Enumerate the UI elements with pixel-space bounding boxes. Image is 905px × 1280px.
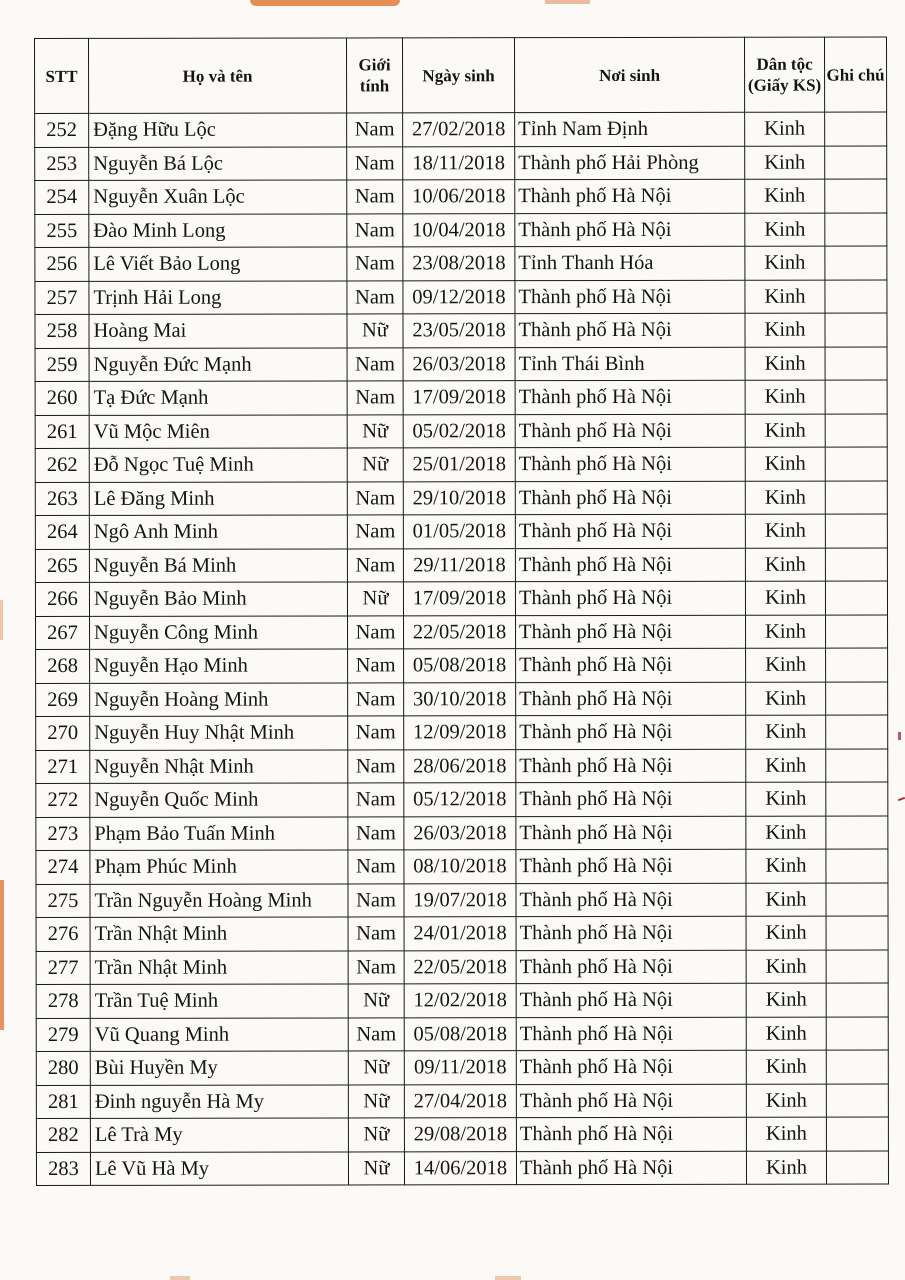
cell-dob: 30/10/2018 xyxy=(404,682,516,716)
cell-note xyxy=(826,950,888,984)
table-row xyxy=(36,916,888,951)
cell-stt: 269 xyxy=(36,683,90,717)
cell-stt: 283 xyxy=(36,1152,90,1186)
cell-stt: 260 xyxy=(35,381,89,415)
cell-name: Trần Tuệ Minh xyxy=(90,984,348,1018)
cell-stt: 258 xyxy=(35,314,89,348)
table-row xyxy=(36,749,888,784)
cell-name: Nguyễn Đức Mạnh xyxy=(89,347,347,381)
cell-ethnicity: Kinh xyxy=(746,1117,826,1151)
cell-name: Trần Nhật Minh xyxy=(90,950,348,984)
cell-ethnicity: Kinh xyxy=(746,782,826,816)
cell-sex: Nam xyxy=(347,247,403,281)
cell-pob: Thành phố Hà Nội xyxy=(516,983,746,1017)
cell-stt: 257 xyxy=(35,281,89,315)
cell-ethnicity: Kinh xyxy=(746,648,826,682)
cell-name: Đào Minh Long xyxy=(89,213,347,247)
table-row xyxy=(36,715,888,750)
cell-sex: Nữ xyxy=(347,414,403,448)
cell-pob: Thành phố Hà Nội xyxy=(515,380,745,414)
cell-ethnicity: Kinh xyxy=(745,447,825,481)
cell-ethnicity: Kinh xyxy=(746,1151,826,1185)
cell-dob: 26/03/2018 xyxy=(403,347,515,381)
table-row xyxy=(35,112,887,147)
cell-name: Ngô Anh Minh xyxy=(89,515,347,549)
cell-sex: Nam xyxy=(347,146,403,180)
cell-sex: Nam xyxy=(348,649,404,683)
cell-pob: Thành phố Hà Nội xyxy=(516,1151,746,1185)
cell-note xyxy=(826,883,888,917)
cell-sex: Nữ xyxy=(348,1118,404,1152)
cell-note xyxy=(825,380,887,414)
cell-name: Nguyễn Huy Nhật Minh xyxy=(90,716,348,750)
cell-dob: 05/02/2018 xyxy=(403,414,515,448)
cell-sex: Nữ xyxy=(348,1084,404,1118)
cell-pob: Thành phố Hà Nội xyxy=(515,581,745,615)
cell-ethnicity: Kinh xyxy=(746,1017,826,1051)
cell-note xyxy=(826,1151,888,1185)
cell-sex: Nam xyxy=(347,515,403,549)
cell-stt: 281 xyxy=(36,1085,90,1119)
scan-edge-mark-right-small xyxy=(898,732,901,740)
cell-note xyxy=(826,682,888,716)
cell-pob: Thành phố Hà Nội xyxy=(516,950,746,984)
cell-pob: Thành phố Hà Nội xyxy=(515,548,745,582)
table-row xyxy=(35,548,887,583)
header-name: Họ và tên xyxy=(89,38,347,113)
cell-stt: 261 xyxy=(35,415,89,449)
cell-note xyxy=(825,313,887,347)
cell-name: Trần Nhật Minh xyxy=(90,917,348,951)
scan-edge-mark-bottom-right xyxy=(495,1276,521,1280)
cell-pob: Tỉnh Nam Định xyxy=(515,112,745,146)
cell-sex: Nữ xyxy=(348,1051,404,1085)
cell-pob: Thành phố Hà Nội xyxy=(515,213,745,247)
cell-dob: 09/12/2018 xyxy=(403,280,515,314)
table-row xyxy=(36,1017,888,1052)
cell-stt: 276 xyxy=(36,917,90,951)
cell-ethnicity: Kinh xyxy=(745,146,825,180)
cell-sex: Nam xyxy=(348,950,404,984)
cell-dob: 26/03/2018 xyxy=(404,816,516,850)
cell-name: Nguyễn Hạo Minh xyxy=(90,649,348,683)
cell-pob: Thành phố Hà Nội xyxy=(516,615,746,649)
cell-name: Đinh nguyễn Hà My xyxy=(90,1084,348,1118)
table-row xyxy=(35,246,887,281)
table-row xyxy=(36,615,888,650)
cell-dob: 17/09/2018 xyxy=(403,381,515,415)
cell-dob: 29/10/2018 xyxy=(403,481,515,515)
cell-dob: 22/05/2018 xyxy=(404,615,516,649)
cell-sex: Nam xyxy=(348,682,404,716)
cell-ethnicity: Kinh xyxy=(746,749,826,783)
cell-ethnicity: Kinh xyxy=(746,849,826,883)
cell-name: Lê Vũ Hà My xyxy=(90,1151,348,1185)
cell-ethnicity: Kinh xyxy=(746,615,826,649)
cell-pob: Thành phố Hà Nội xyxy=(516,1084,746,1118)
cell-ethnicity: Kinh xyxy=(746,715,826,749)
header-dob: Ngày sinh xyxy=(403,38,515,113)
cell-sex: Nam xyxy=(348,615,404,649)
table-row xyxy=(36,1050,888,1085)
cell-pob: Tỉnh Thanh Hóa xyxy=(515,246,745,280)
cell-note xyxy=(825,514,887,548)
cell-sex: Nam xyxy=(347,180,403,214)
cell-note xyxy=(826,715,888,749)
cell-dob: 12/09/2018 xyxy=(404,716,516,750)
cell-name: Nguyễn Bá Minh xyxy=(89,548,347,582)
cell-pob: Thành phố Hà Nội xyxy=(516,749,746,783)
cell-sex: Nam xyxy=(347,548,403,582)
cell-stt: 273 xyxy=(36,817,90,851)
cell-name: Trần Nguyễn Hoàng Minh xyxy=(90,883,348,917)
cell-stt: 280 xyxy=(36,1051,90,1085)
cell-name: Nguyễn Bảo Minh xyxy=(89,582,347,616)
cell-note xyxy=(826,1017,888,1051)
cell-ethnicity: Kinh xyxy=(745,213,825,247)
cell-note xyxy=(826,1084,888,1118)
table-row xyxy=(35,514,887,549)
table-row xyxy=(35,179,887,214)
cell-sex: Nam xyxy=(348,749,404,783)
cell-note xyxy=(825,246,887,280)
cell-pob: Thành phố Hà Nội xyxy=(515,447,745,481)
cell-note xyxy=(826,1050,888,1084)
cell-name: Nguyễn Nhật Minh xyxy=(90,749,348,783)
cell-pob: Thành phố Hà Nội xyxy=(516,715,746,749)
table-row xyxy=(35,581,887,616)
table-row xyxy=(36,648,888,683)
cell-sex: Nam xyxy=(348,883,404,917)
table-row xyxy=(35,280,887,315)
cell-stt: 266 xyxy=(35,582,89,616)
cell-ethnicity: Kinh xyxy=(745,280,825,314)
cell-dob: 14/06/2018 xyxy=(404,1151,516,1185)
cell-dob: 05/08/2018 xyxy=(404,649,516,683)
header-note: Ghi chú xyxy=(824,37,886,112)
cell-note xyxy=(825,146,887,180)
cell-pob: Thành phố Hà Nội xyxy=(516,916,746,950)
cell-stt: 278 xyxy=(36,984,90,1018)
cell-ethnicity: Kinh xyxy=(745,581,825,615)
table-row xyxy=(35,380,887,415)
cell-sex: Nam xyxy=(348,783,404,817)
cell-dob: 08/10/2018 xyxy=(404,850,516,884)
cell-stt: 270 xyxy=(36,716,90,750)
cell-pob: Thành phố Hà Nội xyxy=(515,313,745,347)
cell-pob: Thành phố Hà Nội xyxy=(516,883,746,917)
cell-note xyxy=(825,213,887,247)
scan-edge-mark-top-small xyxy=(545,0,590,4)
cell-stt: 282 xyxy=(36,1118,90,1152)
table-row xyxy=(36,682,888,717)
cell-stt: 271 xyxy=(36,750,90,784)
cell-name: Hoàng Mai xyxy=(89,314,347,348)
cell-sex: Nam xyxy=(348,917,404,951)
cell-sex: Nam xyxy=(347,213,403,247)
cell-stt: 262 xyxy=(35,448,89,482)
scan-edge-mark-top xyxy=(250,0,400,6)
cell-stt: 253 xyxy=(35,147,89,181)
header-ethnicity: Dân tộc (Giấy KS) xyxy=(744,37,824,112)
table-row xyxy=(36,816,888,851)
cell-pob: Thành phố Hà Nội xyxy=(516,1117,746,1151)
table-row xyxy=(36,849,888,884)
cell-dob: 27/04/2018 xyxy=(404,1084,516,1118)
cell-pob: Thành phố Hà Nội xyxy=(516,682,746,716)
cell-ethnicity: Kinh xyxy=(746,883,826,917)
cell-ethnicity: Kinh xyxy=(745,481,825,515)
table-body xyxy=(35,112,889,1185)
table-row xyxy=(35,481,887,516)
cell-ethnicity: Kinh xyxy=(745,246,825,280)
cell-dob: 05/12/2018 xyxy=(404,783,516,817)
cell-note xyxy=(826,1117,888,1151)
cell-ethnicity: Kinh xyxy=(745,112,825,146)
cell-ethnicity: Kinh xyxy=(746,816,826,850)
cell-pob: Thành phố Hà Nội xyxy=(515,514,745,548)
table-row xyxy=(35,146,887,181)
scan-edge-mark-left-small xyxy=(0,600,3,640)
cell-ethnicity: Kinh xyxy=(746,1084,826,1118)
cell-name: Lê Đăng Minh xyxy=(89,481,347,515)
cell-note xyxy=(825,179,887,213)
cell-sex: Nam xyxy=(348,716,404,750)
scan-edge-mark-right xyxy=(898,797,905,801)
cell-dob: 10/06/2018 xyxy=(403,180,515,214)
cell-note xyxy=(825,347,887,381)
cell-sex: Nam xyxy=(347,113,403,147)
cell-sex: Nam xyxy=(347,347,403,381)
cell-note xyxy=(826,816,888,850)
cell-note xyxy=(825,280,887,314)
table-row xyxy=(36,950,888,985)
cell-dob: 17/09/2018 xyxy=(403,582,515,616)
cell-dob: 12/02/2018 xyxy=(404,984,516,1018)
cell-name: Lê Trà My xyxy=(90,1118,348,1152)
cell-dob: 19/07/2018 xyxy=(404,883,516,917)
cell-sex: Nữ xyxy=(347,448,403,482)
cell-note xyxy=(826,749,888,783)
cell-ethnicity: Kinh xyxy=(745,548,825,582)
cell-pob: Thành phố Hải Phòng xyxy=(515,146,745,180)
cell-stt: 274 xyxy=(36,850,90,884)
cell-sex: Nữ xyxy=(348,1151,404,1185)
cell-ethnicity: Kinh xyxy=(745,514,825,548)
cell-sex: Nam xyxy=(348,850,404,884)
cell-dob: 23/05/2018 xyxy=(403,314,515,348)
cell-sex: Nữ xyxy=(348,984,404,1018)
cell-name: Đặng Hữu Lộc xyxy=(89,113,347,147)
cell-ethnicity: Kinh xyxy=(746,682,826,716)
table-row xyxy=(36,1117,888,1152)
cell-sex: Nữ xyxy=(347,582,403,616)
cell-pob: Tỉnh Thái Bình xyxy=(515,347,745,381)
cell-name: Phạm Bảo Tuấn Minh xyxy=(90,816,348,850)
cell-ethnicity: Kinh xyxy=(746,916,826,950)
header-stt: STT xyxy=(35,38,89,113)
cell-ethnicity: Kinh xyxy=(746,1050,826,1084)
cell-sex: Nam xyxy=(348,816,404,850)
header-pob: Nơi sinh xyxy=(515,37,745,112)
cell-pob: Thành phố Hà Nội xyxy=(515,481,745,515)
cell-ethnicity: Kinh xyxy=(745,313,825,347)
cell-name: Nguyễn Hoàng Minh xyxy=(90,682,348,716)
cell-note xyxy=(825,112,887,146)
cell-name: Nguyễn Công Minh xyxy=(90,615,348,649)
table-header-row xyxy=(35,37,887,113)
cell-pob: Thành phố Hà Nội xyxy=(516,782,746,816)
cell-pob: Thành phố Hà Nội xyxy=(516,1017,746,1051)
cell-dob: 28/06/2018 xyxy=(404,749,516,783)
table-row xyxy=(36,1084,888,1119)
cell-ethnicity: Kinh xyxy=(745,179,825,213)
cell-sex: Nam xyxy=(348,1017,404,1051)
header-sex: Giới tính xyxy=(347,38,403,113)
cell-dob: 27/02/2018 xyxy=(403,113,515,147)
cell-stt: 279 xyxy=(36,1018,90,1052)
cell-note xyxy=(825,481,887,515)
cell-name: Vũ Mộc Miên xyxy=(89,414,347,448)
cell-pob: Thành phố Hà Nội xyxy=(516,849,746,883)
cell-sex: Nữ xyxy=(347,314,403,348)
cell-note xyxy=(825,581,887,615)
cell-stt: 255 xyxy=(35,214,89,248)
cell-dob: 10/04/2018 xyxy=(403,213,515,247)
cell-name: Tạ Đức Mạnh xyxy=(89,381,347,415)
cell-note xyxy=(825,414,887,448)
scan-edge-mark-left xyxy=(0,880,4,1030)
cell-sex: Nam xyxy=(347,381,403,415)
cell-stt: 277 xyxy=(36,951,90,985)
cell-pob: Thành phố Hà Nội xyxy=(516,648,746,682)
cell-ethnicity: Kinh xyxy=(746,950,826,984)
cell-sex: Nam xyxy=(347,481,403,515)
cell-stt: 264 xyxy=(35,515,89,549)
cell-stt: 268 xyxy=(36,649,90,683)
cell-stt: 254 xyxy=(35,180,89,214)
cell-name: Lê Viết Bảo Long xyxy=(89,247,347,281)
cell-pob: Thành phố Hà Nội xyxy=(516,816,746,850)
cell-stt: 265 xyxy=(35,549,89,583)
cell-name: Bùi Huyền My xyxy=(90,1051,348,1085)
cell-pob: Thành phố Hà Nội xyxy=(515,179,745,213)
cell-dob: 23/08/2018 xyxy=(403,247,515,281)
cell-note xyxy=(825,447,887,481)
table-row xyxy=(35,414,887,449)
cell-stt: 256 xyxy=(35,247,89,281)
cell-dob: 18/11/2018 xyxy=(403,146,515,180)
cell-dob: 05/08/2018 xyxy=(404,1017,516,1051)
cell-dob: 24/01/2018 xyxy=(404,917,516,951)
cell-name: Nguyễn Xuân Lộc xyxy=(89,180,347,214)
cell-note xyxy=(826,648,888,682)
table-row xyxy=(35,213,887,248)
cell-note xyxy=(826,983,888,1017)
cell-name: Trịnh Hải Long xyxy=(89,280,347,314)
cell-stt: 263 xyxy=(35,482,89,516)
cell-dob: 29/08/2018 xyxy=(404,1118,516,1152)
cell-note xyxy=(826,849,888,883)
cell-note xyxy=(826,782,888,816)
cell-pob: Thành phố Hà Nội xyxy=(515,414,745,448)
cell-name: Nguyễn Quốc Minh xyxy=(90,783,348,817)
student-roster-table xyxy=(34,37,889,1186)
table-row xyxy=(35,347,887,382)
cell-sex: Nam xyxy=(347,280,403,314)
table-row xyxy=(36,1151,888,1186)
cell-dob: 22/05/2018 xyxy=(404,950,516,984)
table-row xyxy=(36,983,888,1018)
cell-dob: 09/11/2018 xyxy=(404,1051,516,1085)
cell-ethnicity: Kinh xyxy=(745,347,825,381)
cell-stt: 275 xyxy=(36,884,90,918)
cell-pob: Thành phố Hà Nội xyxy=(515,280,745,314)
table-row xyxy=(36,782,888,817)
table-row xyxy=(35,313,887,348)
cell-stt: 272 xyxy=(36,783,90,817)
cell-dob: 25/01/2018 xyxy=(403,448,515,482)
cell-pob: Thành phố Hà Nội xyxy=(516,1050,746,1084)
cell-name: Nguyễn Bá Lộc xyxy=(89,146,347,180)
cell-name: Phạm Phúc Minh xyxy=(90,850,348,884)
cell-ethnicity: Kinh xyxy=(745,414,825,448)
cell-name: Vũ Quang Minh xyxy=(90,1017,348,1051)
cell-dob: 01/05/2018 xyxy=(403,515,515,549)
cell-name: Đỗ Ngọc Tuệ Minh xyxy=(89,448,347,482)
cell-stt: 252 xyxy=(35,113,89,147)
cell-stt: 267 xyxy=(36,616,90,650)
table-row xyxy=(35,447,887,482)
cell-stt: 259 xyxy=(35,348,89,382)
cell-note xyxy=(825,548,887,582)
table-row xyxy=(36,883,888,918)
cell-ethnicity: Kinh xyxy=(746,983,826,1017)
scan-edge-mark-bottom xyxy=(170,1276,190,1280)
cell-note xyxy=(826,916,888,950)
cell-note xyxy=(826,615,888,649)
cell-dob: 29/11/2018 xyxy=(403,548,515,582)
cell-ethnicity: Kinh xyxy=(745,380,825,414)
